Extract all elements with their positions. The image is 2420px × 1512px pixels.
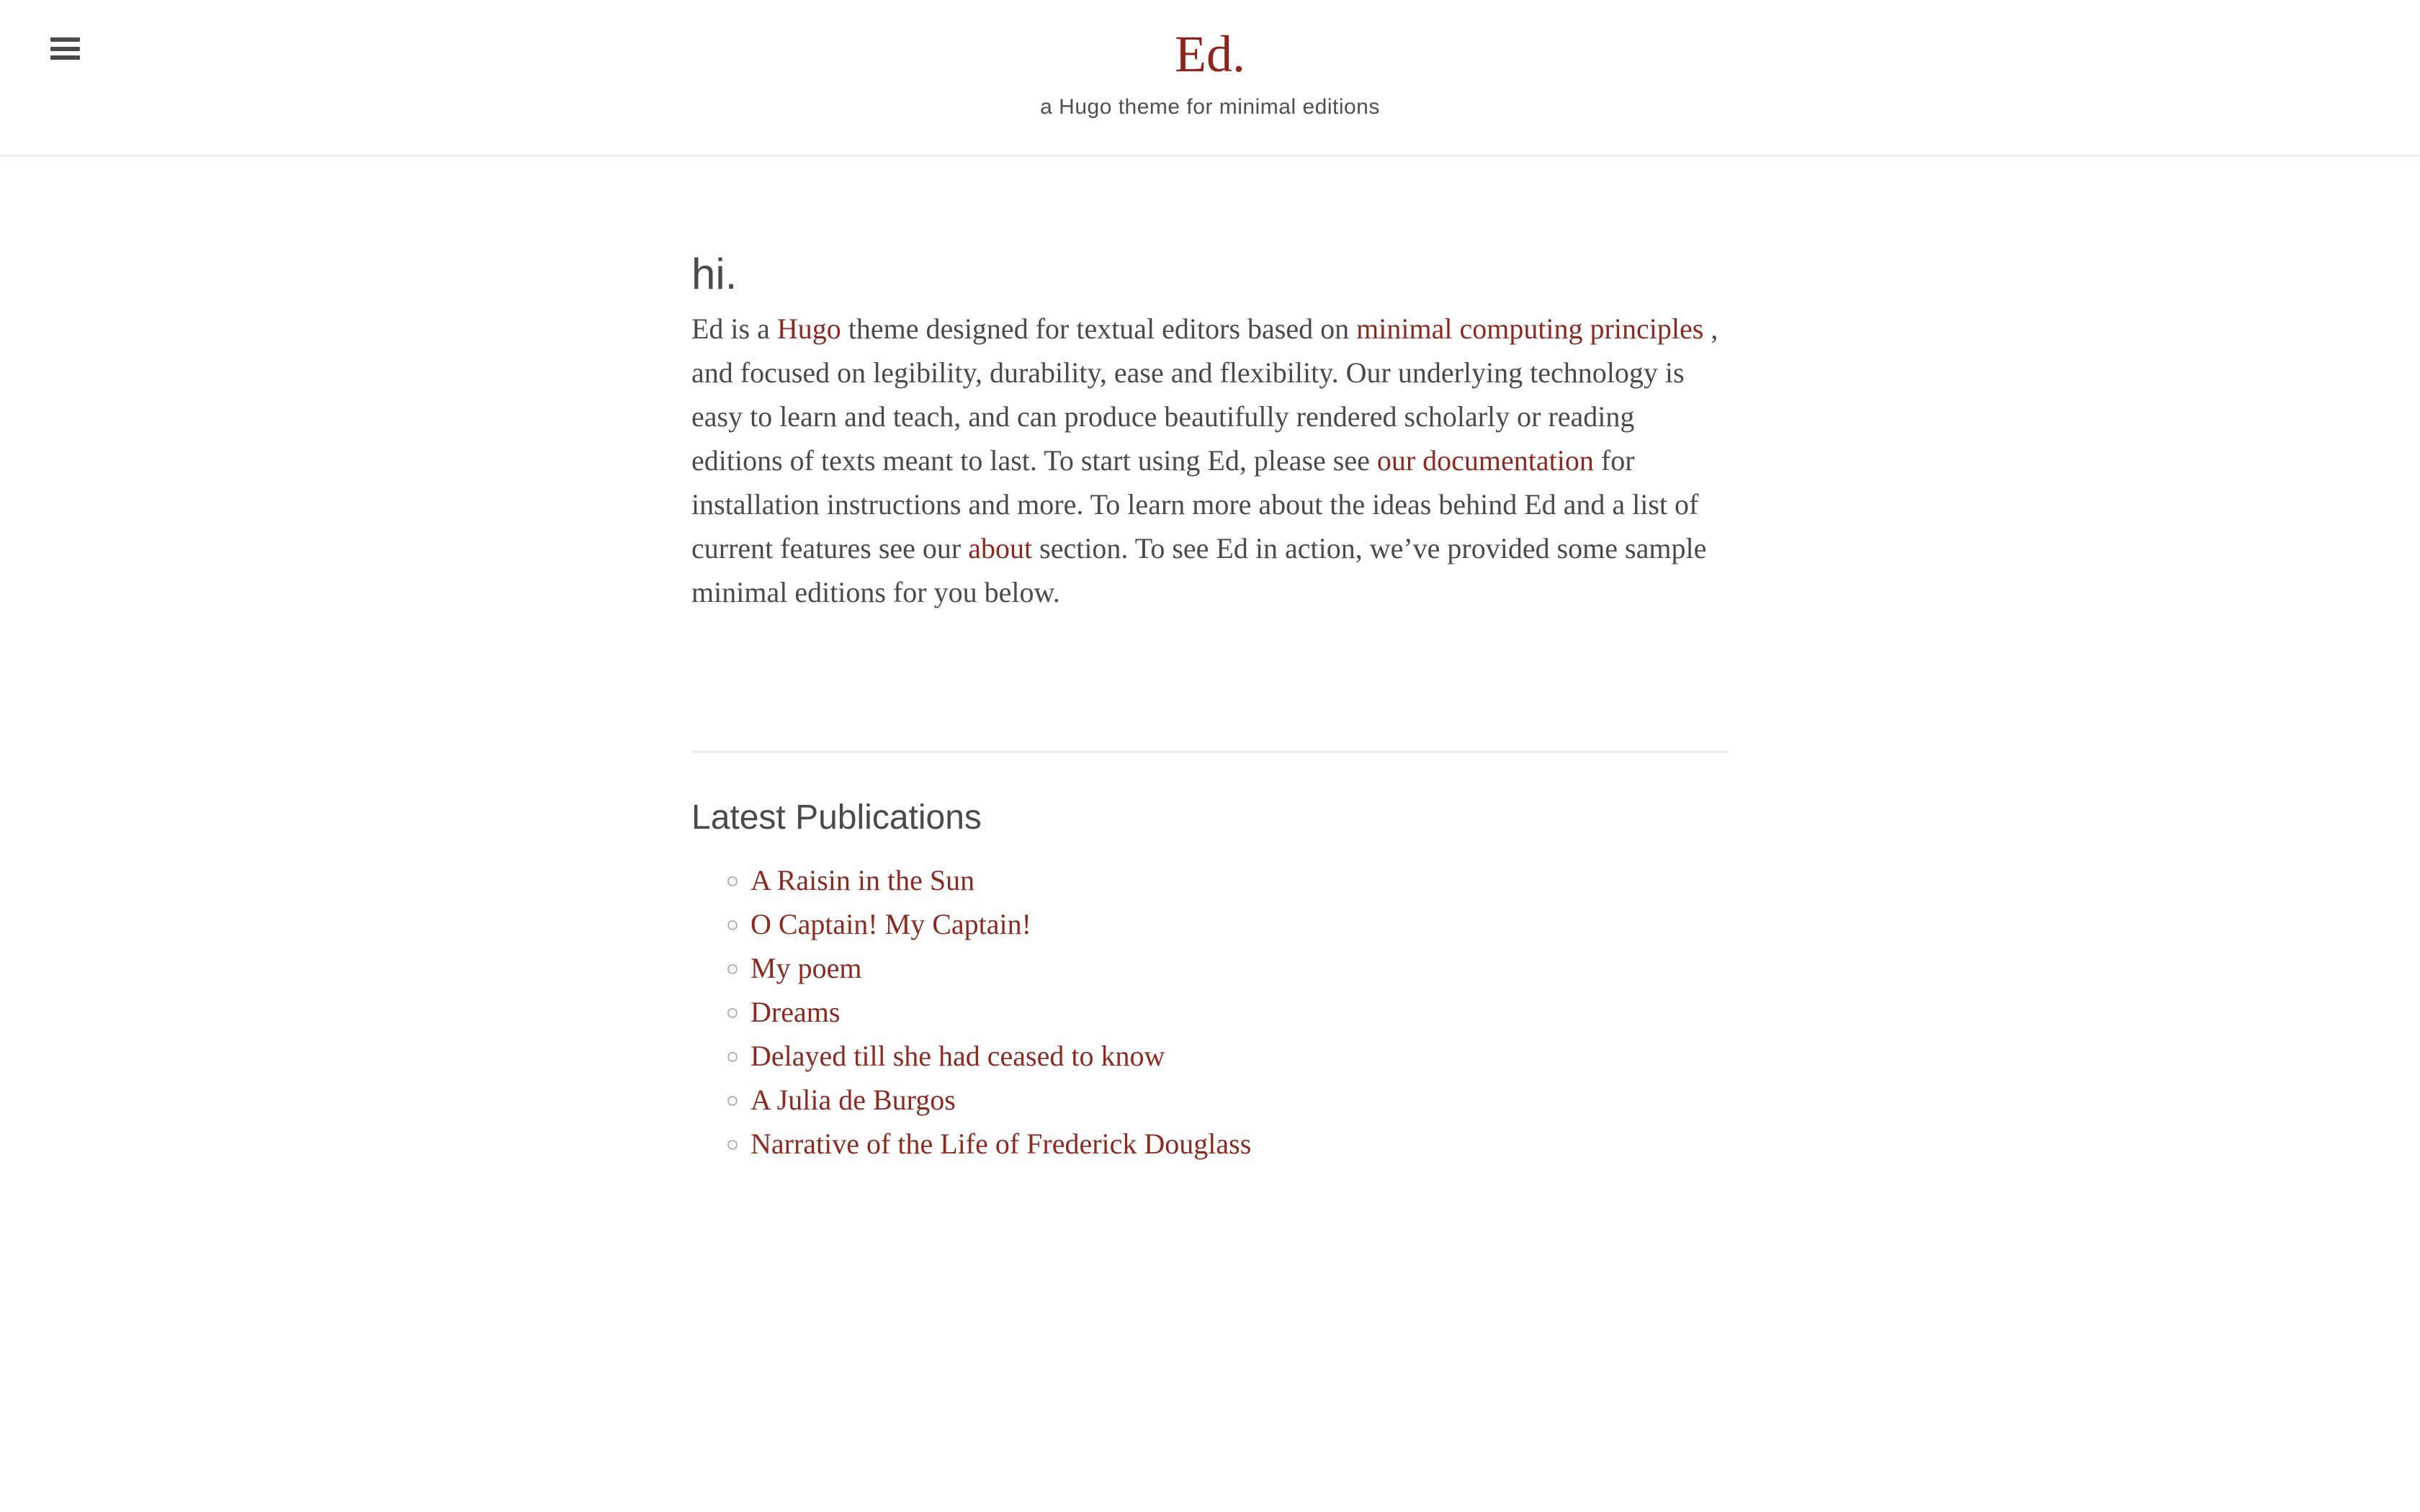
paragraph-text: , and focused on legibility, durability, ease and flexibility. Our underlying technology is easy to learn and teach, and can produce beautifully rendered scholarly or reading editions of texts meant to last. To start using Ed, please see — [691, 312, 1718, 477]
publication-link[interactable]: A Raisin in the Sun — [750, 864, 975, 896]
intro-paragraph — [691, 307, 1729, 614]
publication-link[interactable]: O Captain! My Captain! — [750, 908, 1031, 940]
publication-item — [750, 946, 1729, 990]
paragraph-text: theme designed for textual editors based on — [841, 312, 1357, 345]
menu-button[interactable] — [50, 37, 80, 60]
publication-item — [750, 1078, 1729, 1122]
hamburger-bar — [50, 47, 80, 51]
section-divider — [691, 751, 1729, 753]
publications-heading: Latest Publications — [691, 798, 982, 837]
publication-item — [750, 858, 1729, 902]
publication-link[interactable]: Narrative of the Life of Frederick Douglass — [750, 1128, 1252, 1160]
publication-item — [750, 902, 1729, 946]
site-subtitle: a Hugo theme for minimal editions — [1040, 95, 1380, 119]
publications-list — [691, 858, 1729, 1166]
publication-link[interactable]: Dreams — [750, 996, 841, 1028]
site-title[interactable]: Ed. — [1175, 25, 1245, 83]
intro-heading: hi. — [691, 250, 738, 298]
hamburger-icon — [50, 37, 80, 60]
paragraph-text: section. To see Ed in action, we’ve provided some sample minimal editions for you below. — [691, 532, 1707, 608]
main-content — [691, 157, 1729, 1166]
publication-item — [750, 1034, 1729, 1078]
inline-link[interactable]: Hugo — [776, 312, 841, 345]
paragraph-text: Ed is a — [691, 312, 777, 345]
hamburger-bar — [50, 55, 80, 60]
publication-link[interactable]: My poem — [750, 952, 862, 984]
inline-link[interactable]: minimal computing principles — [1356, 312, 1704, 345]
paragraph-text: for installation instructions and more. To learn more about the ideas behind Ed and a list of current features see our — [691, 444, 1699, 564]
publication-link[interactable]: A Julia de Burgos — [750, 1084, 956, 1116]
site-header — [0, 0, 2420, 157]
inline-link[interactable]: our documentation — [1376, 444, 1594, 477]
publication-link[interactable]: Delayed till she had ceased to know — [750, 1040, 1165, 1072]
inline-link[interactable]: about — [968, 532, 1033, 564]
hamburger-bar — [50, 37, 80, 42]
publication-item — [750, 990, 1729, 1034]
publication-item — [750, 1122, 1729, 1166]
